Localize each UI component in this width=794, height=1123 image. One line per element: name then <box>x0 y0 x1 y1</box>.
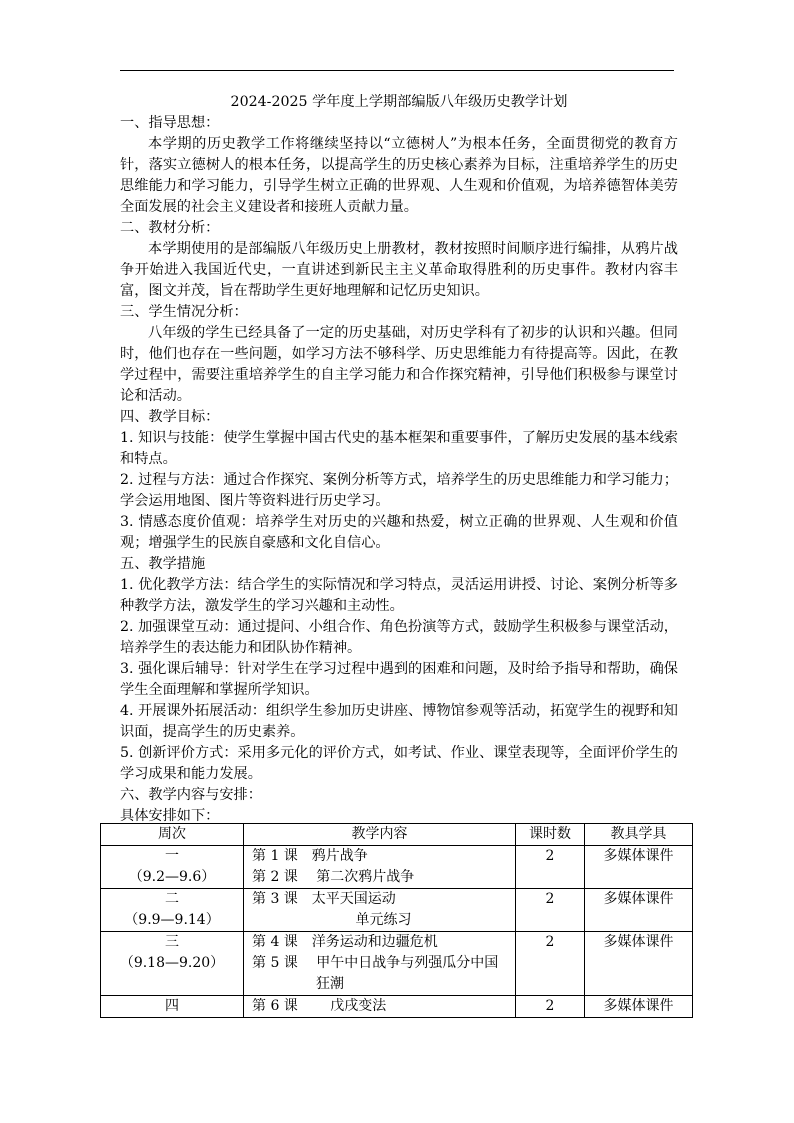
week-dates: （9.18—9.20） <box>119 955 225 971</box>
week-cell <box>101 996 244 1018</box>
table-row <box>101 996 693 1018</box>
section-heading-student-analysis: 三、学生情况分析： <box>120 304 248 320</box>
header-content: 教学内容 <box>244 824 516 846</box>
lesson-line-continued: 狂潮 <box>316 976 344 992</box>
week-number: 二 <box>165 891 179 907</box>
schedule-intro: 具体安排如下： <box>120 808 220 824</box>
header-tools: 教具学具 <box>585 824 693 846</box>
table-header-row <box>101 824 693 846</box>
content-cell <box>244 932 516 996</box>
measure-item: 3. 强化课后辅导：针对学生在学习过程中遇到的困难和问题，及时给予指导和帮助，确保学生全面理解和掌握所学知识。 <box>120 661 678 698</box>
document-body <box>120 92 678 827</box>
header-hours: 课时数 <box>516 824 585 846</box>
measure-item: 4. 开展课外拓展活动：组织学生参加历史讲座、博物馆参观等活动，拓宽学生的视野和知识面，提高学生的历史素养。 <box>120 703 678 740</box>
lesson-line: 第 1 课 鸦片战争 <box>252 848 368 864</box>
measure-item: 1. 优化教学方法：结合学生的实际情况和学习特点，灵活运用讲授、讨论、案例分析等多种教学方法，激发学生的学习兴趣和主动性。 <box>120 577 678 614</box>
tools-cell: 多媒体课件 <box>585 932 693 996</box>
lesson-line: 第 5 课 甲午中日战争与列强瓜分中国 <box>252 955 499 971</box>
goal-item: 3. 情感态度价值观：培养学生对历史的兴趣和热爱，树立正确的世界观、人生观和价值观；增强学生的民族自豪感和文化自信心。 <box>120 514 678 551</box>
table-row <box>101 932 693 996</box>
week-cell <box>101 932 244 996</box>
hours-cell: 2 <box>516 846 585 889</box>
content-cell <box>244 889 516 932</box>
table-row <box>101 889 693 932</box>
lesson-line: 第 4 课 洋务运动和边疆危机 <box>252 934 438 950</box>
goal-item: 1. 知识与技能：使学生掌握中国古代史的基本框架和重要事件，了解历史发展的基本线索和特点。 <box>120 430 678 467</box>
measure-item: 5. 创新评价方式：采用多元化的评价方式，如考试、作业、课堂表现等，全面评价学生的学习成果和能力发展。 <box>120 745 678 782</box>
content-cell <box>244 846 516 889</box>
goal-item: 2. 过程与方法：通过合作探究、案例分析等方式，培养学生的历史思维能力和学习能力；学会运用地图、图片等资料进行历史学习。 <box>120 472 678 509</box>
section-heading-teaching-measures: 五、教学措施 <box>120 556 206 572</box>
section-heading-guiding-thought: 一、指导思想： <box>120 115 220 131</box>
lesson-line: 第 3 课 太平天国运动 <box>252 891 396 907</box>
section-paragraph-textbook-analysis: 本学期使用的是部编版八年级历史上册教材，教材按照时间顺序进行编排，从鸦片战争开始进入我国近代史，一直讲述到新民主主义革命取得胜利的历史事件。教材内容丰富，图文并茂，旨在帮助学生更好地理解和记忆历史知识。 <box>120 241 678 299</box>
section-paragraph-student-analysis: 八年级的学生已经具备了一定的历史基础，对历史学科有了初步的认识和兴趣。但同时，他们也存在一些问题，如学习方法不够科学、历史思维能力有待提高等。因此，在教学过程中，需要注重培养学生的自主学习能力和合作探究精神，引导他们积极参与课堂讨论和活动。 <box>120 325 678 404</box>
week-number: 四 <box>165 998 179 1014</box>
section-paragraph-guiding-thought: 本学期的历史教学工作将继续坚持以“立德树人”为根本任务，全面贯彻党的教育方针，落实立德树人的根本任务，以提高学生的历史核心素养为目标，注重培养学生的历史思维能力和学习能力，引导学生树立正确的世界观、人生观和价值观，为培养德智体美劳全面发展的社会主义建设者和接班人贡献力量。 <box>120 136 678 215</box>
unit-exercise: 单元练习 <box>355 912 412 928</box>
table-row <box>101 846 693 889</box>
section-heading-teaching-goals: 四、教学目标： <box>120 409 220 425</box>
lesson-line: 第 6 课 戊戌变法 <box>252 998 387 1014</box>
week-cell <box>101 846 244 889</box>
measure-item: 2. 加强课堂互动：通过提问、小组合作、角色扮演等方式，鼓励学生积极参与课堂活动，培养学生的表达能力和团队协作精神。 <box>120 619 678 656</box>
header-week: 周次 <box>101 824 244 846</box>
week-dates: （9.2—9.6） <box>128 869 216 885</box>
week-number: 一 <box>165 848 179 864</box>
content-cell <box>244 996 516 1018</box>
tools-cell: 多媒体课件 <box>585 996 693 1018</box>
week-number: 三 <box>165 934 179 950</box>
hours-cell: 2 <box>516 889 585 932</box>
page-title: 2024-2025 学年度上学期部编版八年级历史教学计划 <box>230 94 568 110</box>
header-rule <box>120 70 674 71</box>
week-dates: （9.9—9.14） <box>124 912 220 928</box>
section-heading-textbook-analysis: 二、教材分析： <box>120 220 220 236</box>
hours-cell: 2 <box>516 932 585 996</box>
lesson-line: 第 2 课 第二次鸦片战争 <box>252 869 415 885</box>
hours-cell: 2 <box>516 996 585 1018</box>
tools-cell: 多媒体课件 <box>585 889 693 932</box>
tools-cell: 多媒体课件 <box>585 846 693 889</box>
schedule-table <box>100 823 693 1018</box>
section-heading-content-schedule: 六、教学内容与安排： <box>120 787 262 803</box>
week-cell <box>101 889 244 932</box>
